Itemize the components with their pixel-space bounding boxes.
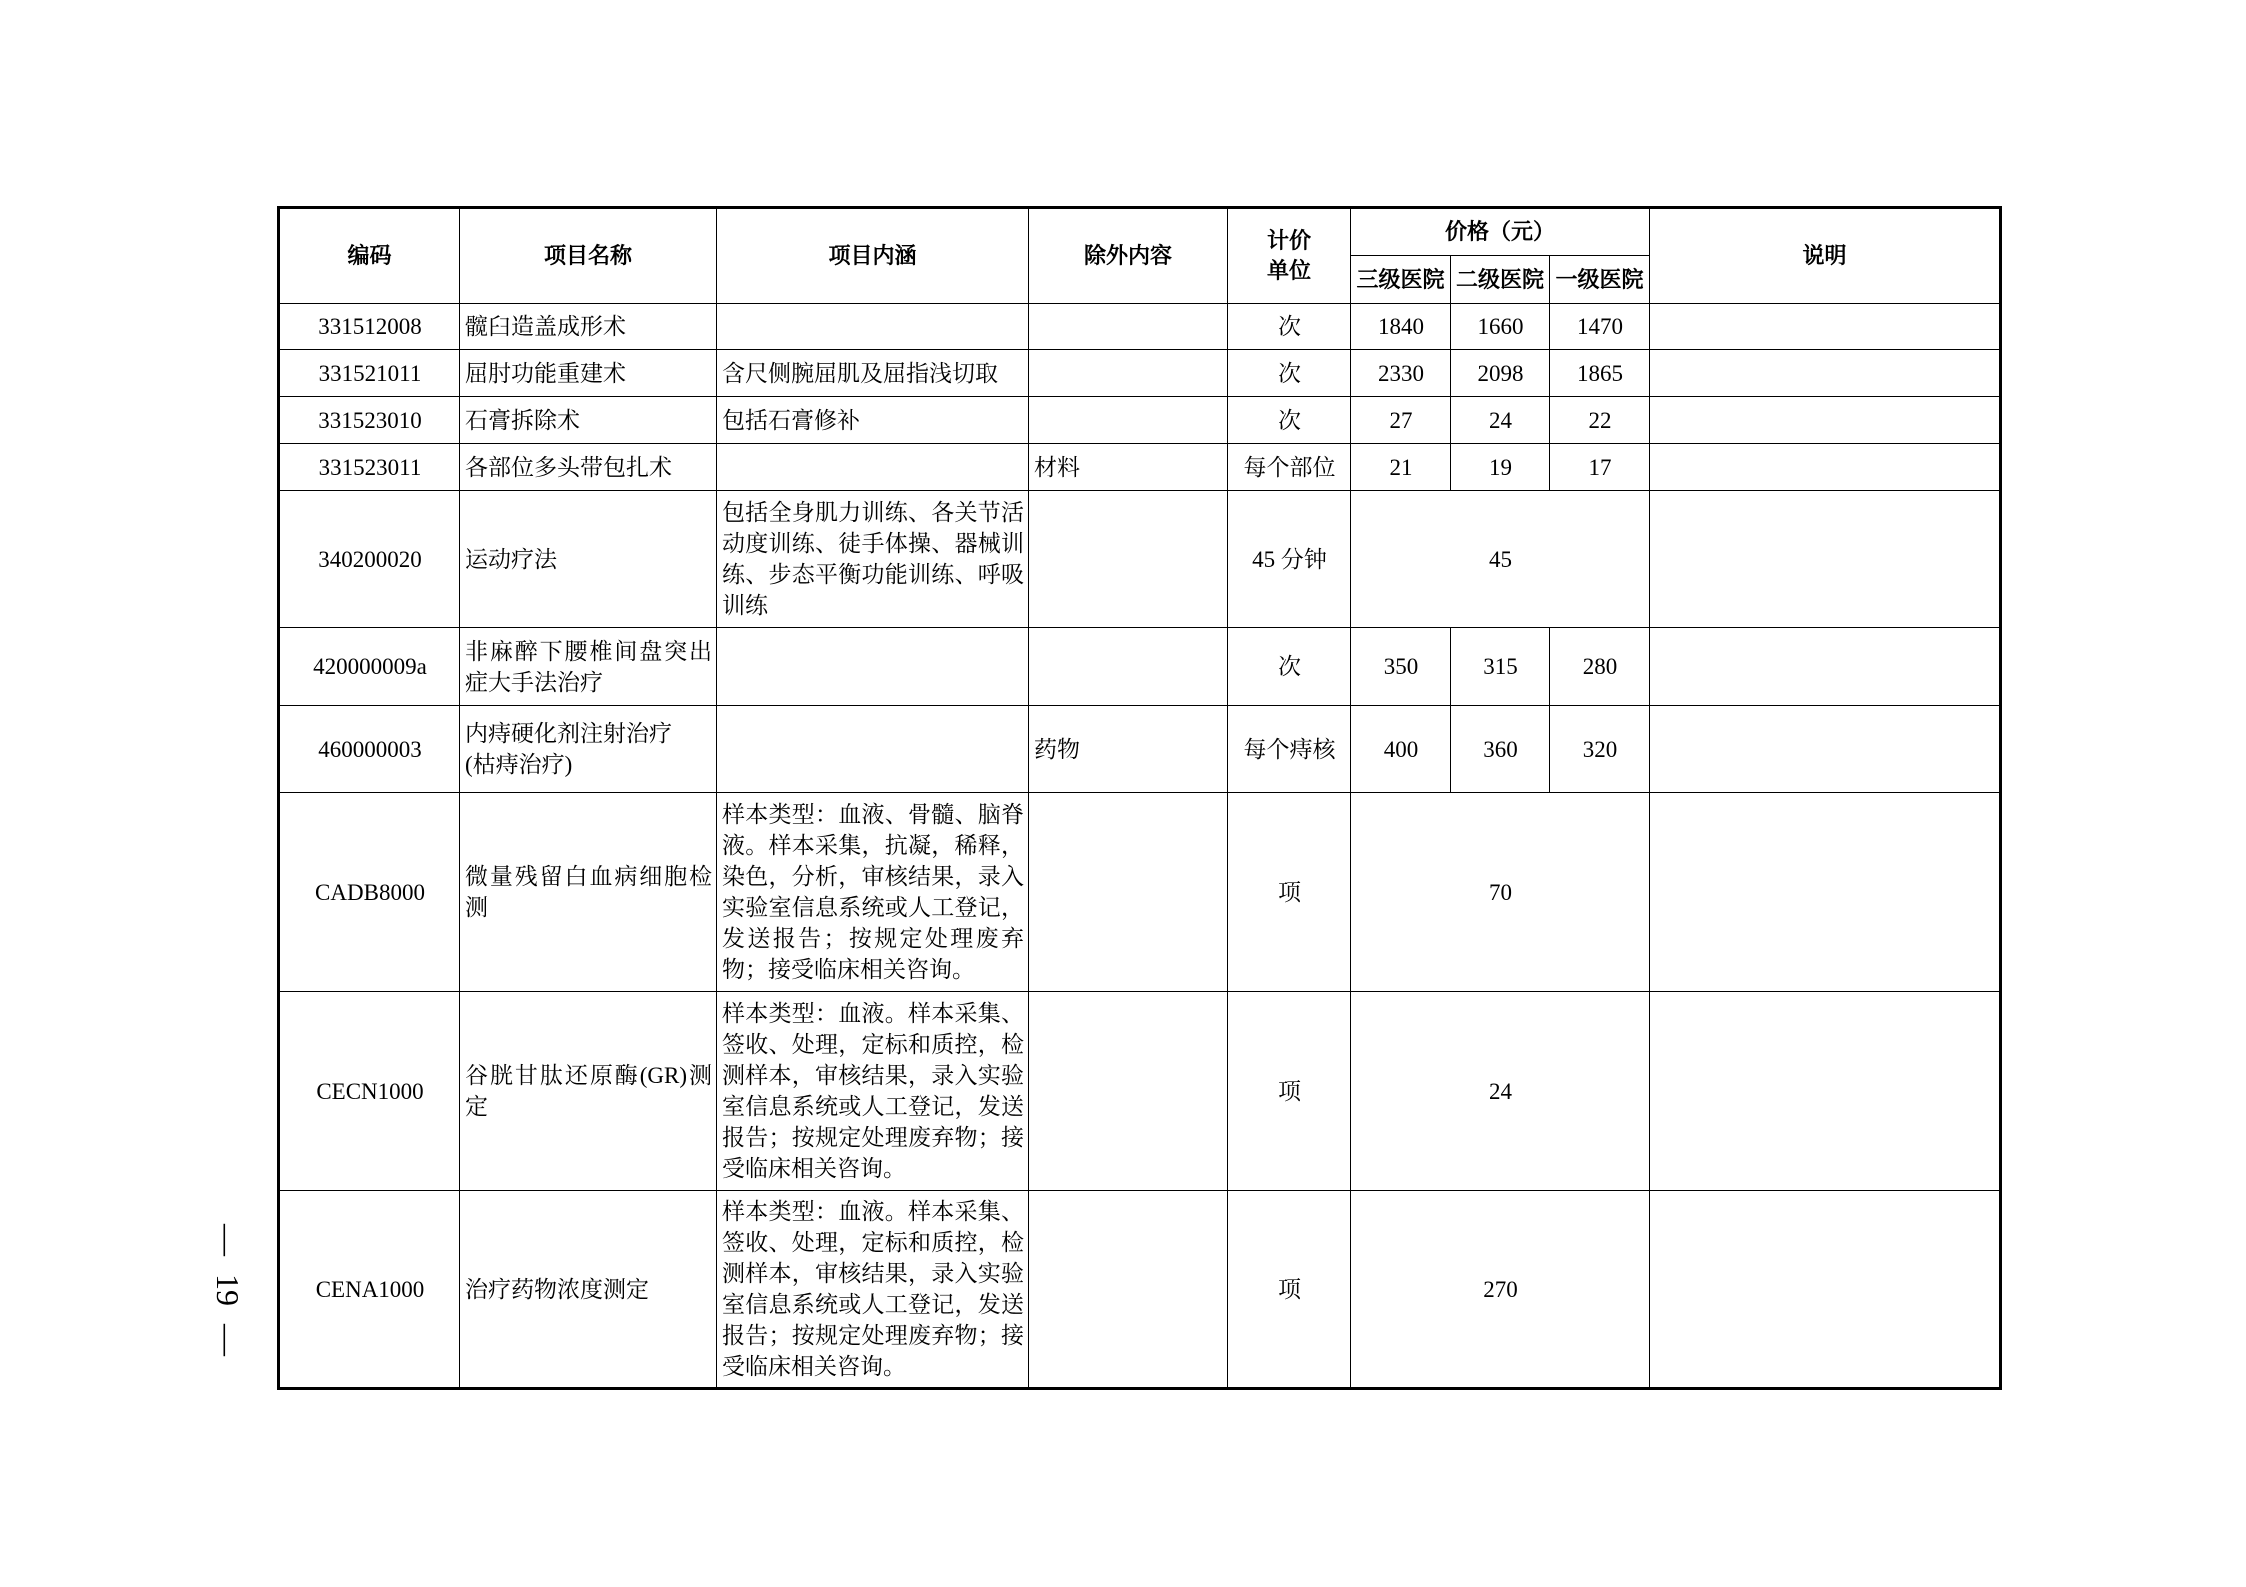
table-row [279, 706, 2001, 793]
header-exclusions: 除外内容 [1029, 208, 1228, 304]
content-cell [717, 444, 1029, 491]
header-price-tier3: 三级医院 [1351, 256, 1451, 304]
name-cell: 微量残留白血病细胞检测 [460, 793, 717, 992]
table-row [279, 628, 2001, 706]
header-unit: 计价 单位 [1228, 208, 1351, 304]
content-cell: 包括全身肌力训练、各关节活动度训练、徒手体操、器械训练、步态平衡功能训练、呼吸训练 [717, 491, 1029, 628]
unit-cell: 次 [1228, 628, 1351, 706]
exclusion-cell [1029, 1191, 1228, 1389]
unit-cell: 每个痔核 [1228, 706, 1351, 793]
content-cell: 样本类型：血液、骨髓、脑脊液。样本采集，抗凝，稀释，染色，分析，审核结果，录入实验室信息系统或人工登记，发送报告；按规定处理废弃物；接受临床相关咨询。 [717, 793, 1029, 992]
notes-cell [1650, 793, 2001, 992]
header-price: 价格（元） [1351, 208, 1650, 256]
code-cell: 340200020 [279, 491, 460, 628]
unit-cell: 次 [1228, 304, 1351, 350]
price-tier2-cell: 24 [1451, 397, 1550, 444]
code-cell: 331512008 [279, 304, 460, 350]
exclusion-cell [1029, 793, 1228, 992]
table-row [279, 350, 2001, 397]
content-cell: 包括石膏修补 [717, 397, 1029, 444]
table-row [279, 793, 2001, 992]
content-cell: 含尺侧腕屈肌及屈指浅切取 [717, 350, 1029, 397]
name-cell: 非麻醉下腰椎间盘突出症大手法治疗 [460, 628, 717, 706]
table-row [279, 397, 2001, 444]
exclusion-cell: 药物 [1029, 706, 1228, 793]
content-cell: 样本类型：血液。样本采集、签收、处理，定标和质控，检测样本，审核结果，录入实验室信息系统或人工登记，发送报告；按规定处理废弃物；接受临床相关咨询。 [717, 1191, 1029, 1389]
price-tier1-cell: 1865 [1550, 350, 1650, 397]
name-cell: 治疗药物浓度测定 [460, 1191, 717, 1389]
price-tier1-cell: 280 [1550, 628, 1650, 706]
page-number: — 19 — [210, 1224, 246, 1356]
unit-cell: 次 [1228, 397, 1351, 444]
unit-cell: 次 [1228, 350, 1351, 397]
code-cell: 420000009a [279, 628, 460, 706]
price-tier1-cell: 320 [1550, 706, 1650, 793]
table-row [279, 491, 2001, 628]
exclusion-cell [1029, 304, 1228, 350]
notes-cell [1650, 444, 2001, 491]
code-cell: 331523010 [279, 397, 460, 444]
notes-cell [1650, 350, 2001, 397]
price-merged-cell: 45 [1351, 491, 1650, 628]
table-row [279, 992, 2001, 1191]
price-tier2-cell: 360 [1451, 706, 1550, 793]
content-cell [717, 706, 1029, 793]
price-tier3-cell: 400 [1351, 706, 1451, 793]
price-tier3-cell: 1840 [1351, 304, 1451, 350]
name-cell: 运动疗法 [460, 491, 717, 628]
price-tier1-cell: 22 [1550, 397, 1650, 444]
table-row [279, 1191, 2001, 1389]
header-code: 编码 [279, 208, 460, 304]
name-cell: 石膏拆除术 [460, 397, 717, 444]
notes-cell [1650, 397, 2001, 444]
notes-cell [1650, 706, 2001, 793]
exclusion-cell: 材料 [1029, 444, 1228, 491]
exclusion-cell [1029, 397, 1228, 444]
header-content: 项目内涵 [717, 208, 1029, 304]
header-price-tier2: 二级医院 [1451, 256, 1550, 304]
price-tier2-cell: 19 [1451, 444, 1550, 491]
code-cell: 331521011 [279, 350, 460, 397]
header-notes: 说明 [1650, 208, 2001, 304]
content-cell: 样本类型：血液。样本采集、签收、处理，定标和质控，检测样本，审核结果，录入实验室信息系统或人工登记，发送报告；按规定处理废弃物；接受临床相关咨询。 [717, 992, 1029, 1191]
name-cell: 内痔硬化剂注射治疗 (枯痔治疗) [460, 706, 717, 793]
price-tier3-cell: 21 [1351, 444, 1451, 491]
table-row [279, 444, 2001, 491]
exclusion-cell [1029, 350, 1228, 397]
price-tier3-cell: 350 [1351, 628, 1451, 706]
notes-cell [1650, 304, 2001, 350]
name-cell: 髋臼造盖成形术 [460, 304, 717, 350]
notes-cell [1650, 628, 2001, 706]
notes-cell [1650, 992, 2001, 1191]
content-cell [717, 304, 1029, 350]
unit-cell: 项 [1228, 992, 1351, 1191]
name-cell: 各部位多头带包扎术 [460, 444, 717, 491]
price-tier2-cell: 315 [1451, 628, 1550, 706]
code-cell: 331523011 [279, 444, 460, 491]
unit-cell: 45 分钟 [1228, 491, 1351, 628]
price-merged-cell: 270 [1351, 1191, 1650, 1389]
exclusion-cell [1029, 992, 1228, 1191]
price-tier1-cell: 1470 [1550, 304, 1650, 350]
price-merged-cell: 24 [1351, 992, 1650, 1191]
name-cell: 屈肘功能重建术 [460, 350, 717, 397]
code-cell: 460000003 [279, 706, 460, 793]
header-row [279, 208, 2001, 256]
unit-cell: 项 [1228, 1191, 1351, 1389]
price-tier2-cell: 2098 [1451, 350, 1550, 397]
unit-cell: 每个部位 [1228, 444, 1351, 491]
exclusion-cell [1029, 491, 1228, 628]
name-cell: 谷胱甘肽还原酶(GR)测定 [460, 992, 717, 1191]
header-price-tier1: 一级医院 [1550, 256, 1650, 304]
code-cell: CADB8000 [279, 793, 460, 992]
code-cell: CECN1000 [279, 992, 460, 1191]
price-tier1-cell: 17 [1550, 444, 1650, 491]
header-name: 项目名称 [460, 208, 717, 304]
content-cell [717, 628, 1029, 706]
price-merged-cell: 70 [1351, 793, 1650, 992]
notes-cell [1650, 1191, 2001, 1389]
price-tier2-cell: 1660 [1451, 304, 1550, 350]
price-tier3-cell: 2330 [1351, 350, 1451, 397]
code-cell: CENA1000 [279, 1191, 460, 1389]
table-row [279, 304, 2001, 350]
notes-cell [1650, 491, 2001, 628]
unit-cell: 项 [1228, 793, 1351, 992]
price-table [277, 206, 2002, 1390]
price-tier3-cell: 27 [1351, 397, 1451, 444]
exclusion-cell [1029, 628, 1228, 706]
